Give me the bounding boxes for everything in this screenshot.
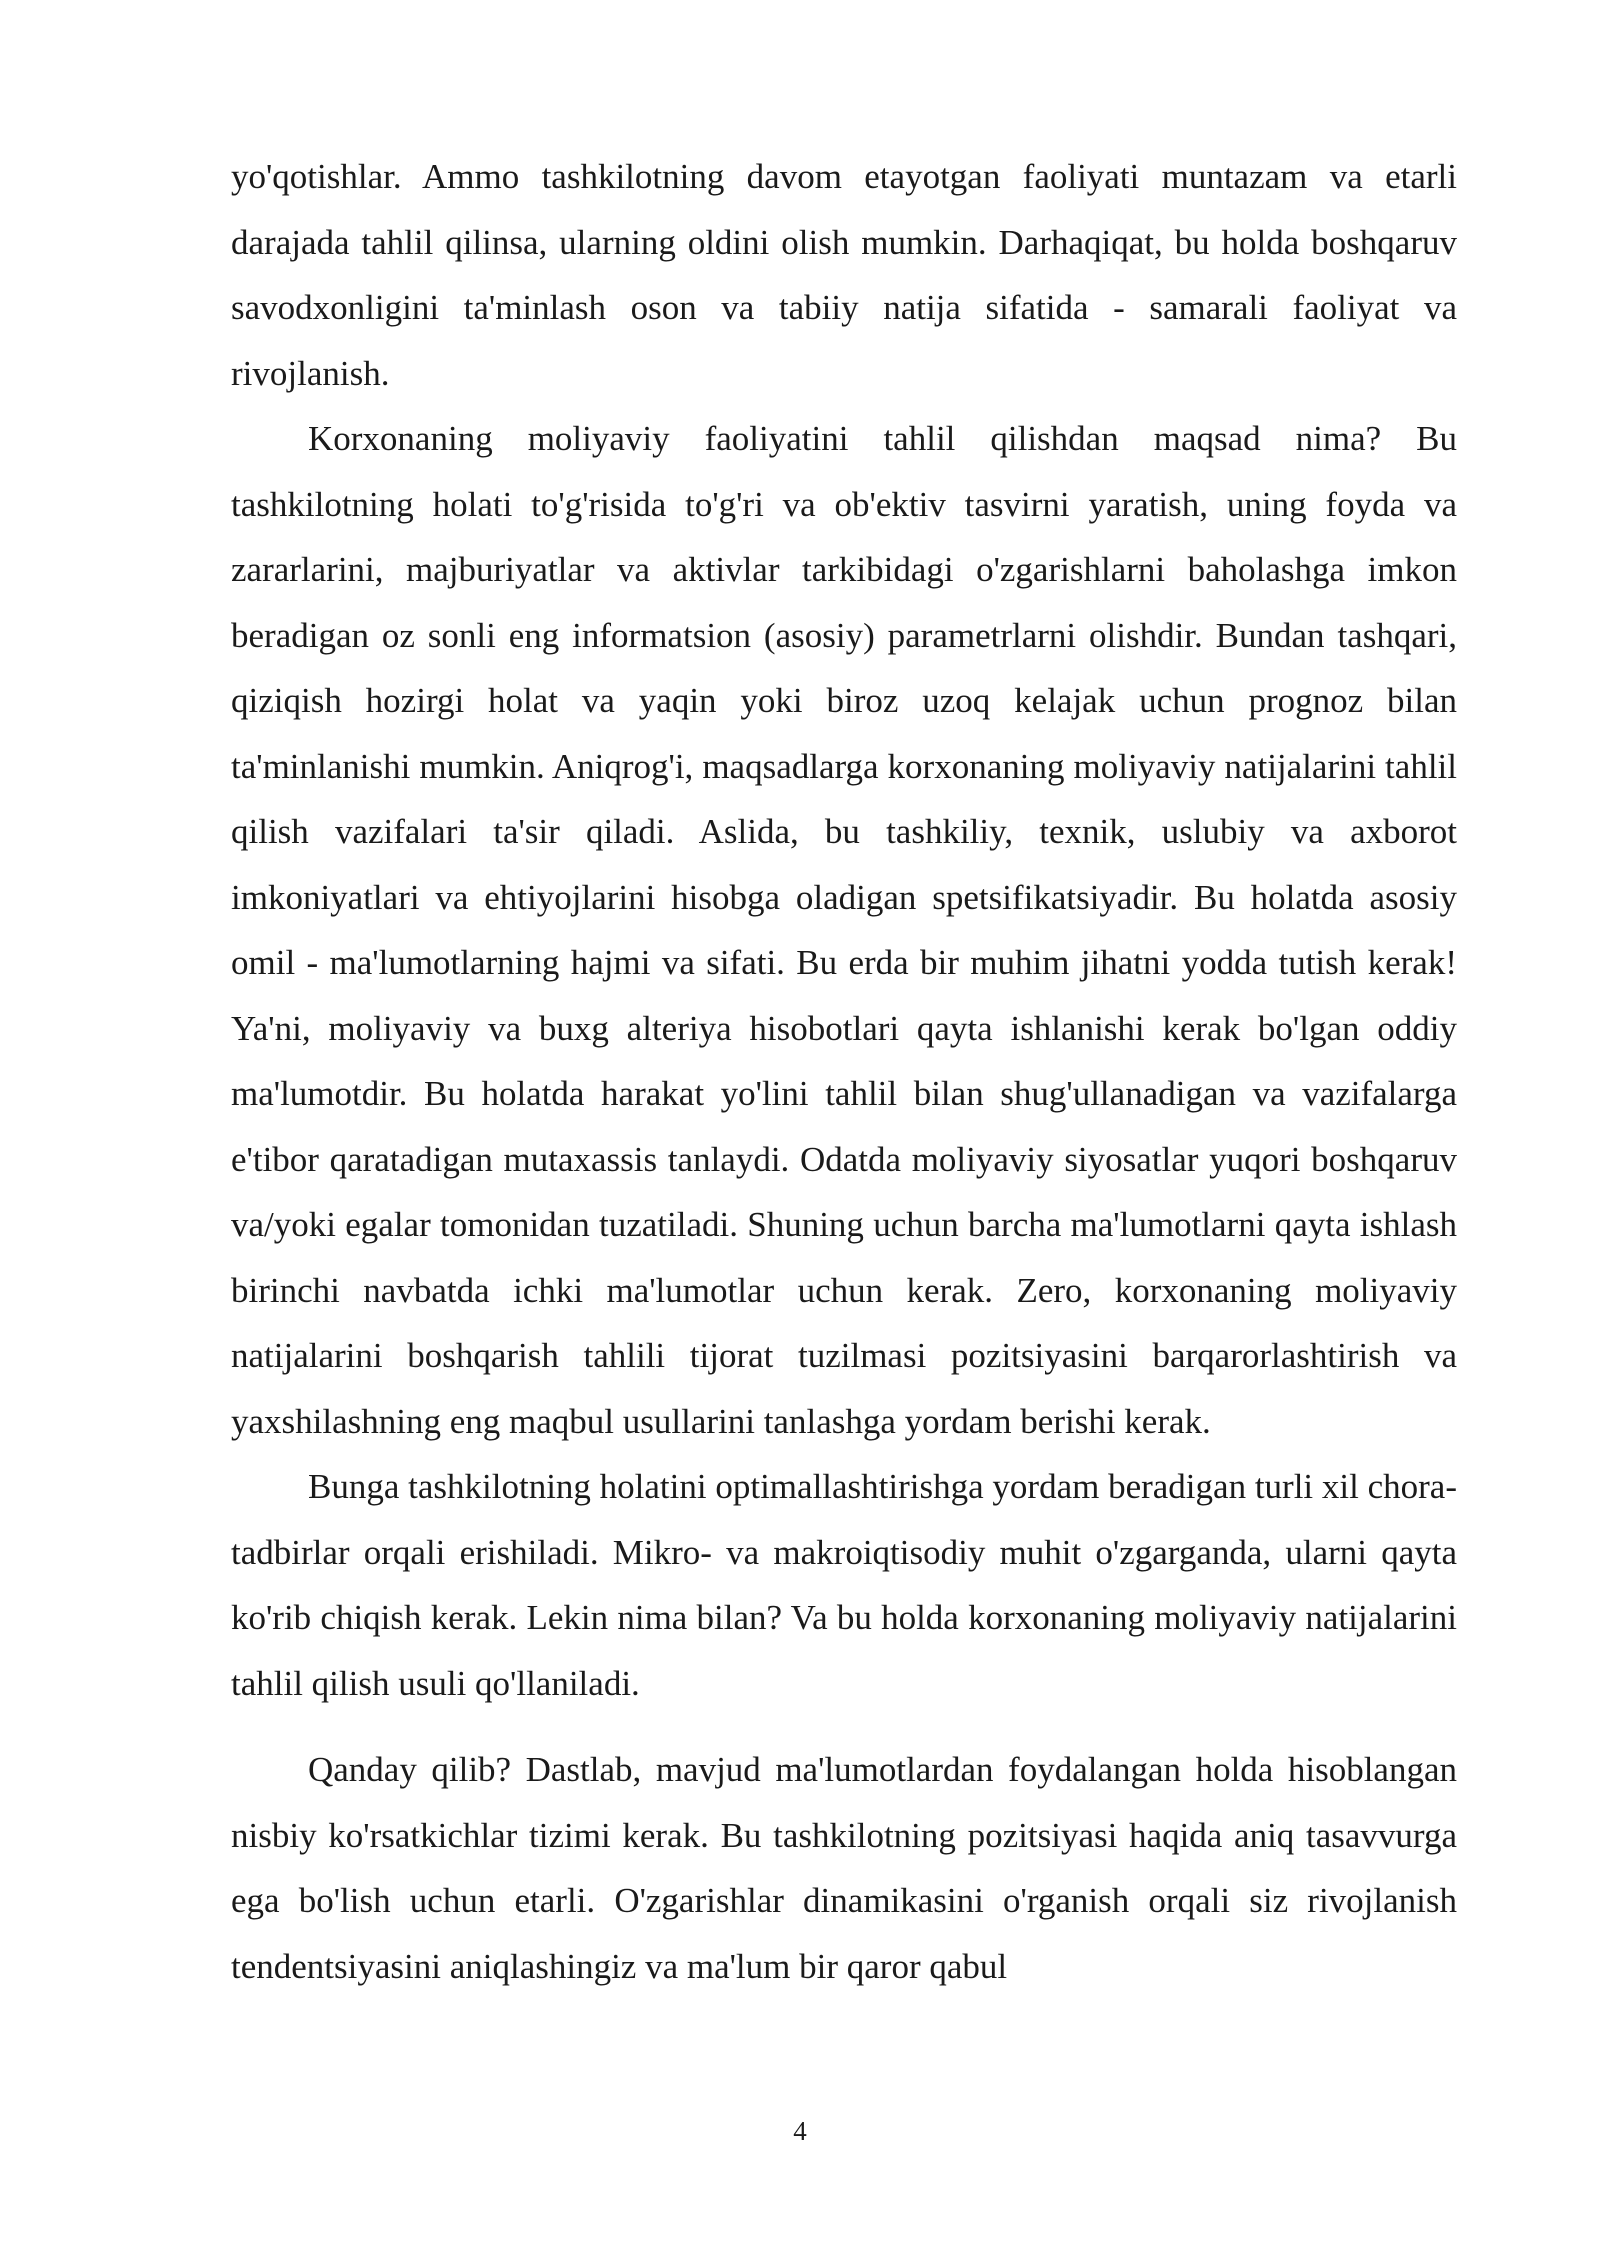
paragraph-4: Qanday qilib? Dastlab, mavjud ma'lumotlardan foydalangan holda hisoblangan nisbiy ko'rsatkichlar tizimi kerak. Bu tashkilotning pozitsiyasi haqida aniq tasavvurga ega bo'lish uchun etarli. O'zgarishlar dinamikasini o'rganish orqali siz rivojlanish tendentsiyasini aniqlashingiz va ma'lum bir qaror qabul — [231, 1750, 1457, 1986]
body-text — [231, 144, 1457, 1999]
paragraph-2: Korxonaning moliyaviy faoliyatini tahlil qilishdan maqsad nima? Bu tashkilotning holati to'g'risida to'g'ri va ob'ektiv tasvirni yaratish, uning foyda va zararlarini, majburiyatlar va aktivlar tarkibidagi o'zgarishlarni baholashga imkon beradigan oz sonli eng informatsion (asosiy) parametrlarni olishdir. Bundan tashqari, qiziqish hozirgi holat va yaqin yoki biroz uzoq kelajak uchun prognoz bilan ta'minlanishi mumkin. Aniqrog'i, maqsadlarga korxonaning moliyaviy natijalarini tahlil qilish vazifalari ta'sir qiladi. Aslida, bu tashkiliy, texnik, uslubiy va axborot imkoniyatlari va ehtiyojlarini hisobga oladigan spetsifikatsiyadir. Bu holatda asosiy omil - ma'lumotlarning hajmi va sifati. Bu erda bir muhim jihatni yodda tutish kerak! Ya'ni, moliyaviy va buxg alteriya hisobotlari qayta ishlanishi kerak bo'lgan oddiy ma'lumotdir. Bu holatda harakat yo'lini tahlil bilan shug'ullanadigan va vazifalarga e'tibor qaratadigan mutaxassis tanlaydi. Odatda moliyaviy siyosatlar yuqori boshqaruv va/yoki egalar tomonidan tuzatiladi. Shuning uchun barcha ma'lumotlarni qayta ishlash birinchi navbatda ichki ma'lumotlar uchun kerak. Zero, korxonaning moliyaviy natijalarini boshqarish tahlili tijorat tuzilmasi pozitsiyasini barqarorlashtirish va yaxshilashning eng maqbul usullarini tanlashga yordam berishi kerak. — [231, 419, 1457, 1441]
page-number: 4 — [793, 2116, 807, 2146]
paragraph-3: Bunga tashkilotning holatini optimallashtirishga yordam beradigan turli xil chora-tadbirlar orqali erishiladi. Mikro- va makroiqtisodiy muhit o'zgarganda, ularni qayta ko'rib chiqish kerak. Lekin nima bilan? Va bu holda korxonaning moliyaviy natijalarini tahlil qilish usuli qo'llaniladi. — [231, 1467, 1457, 1703]
paragraph-gap — [231, 1716, 1457, 1737]
paragraph-1: yo'qotishlar. Ammo tashkilotning davom etayotgan faoliyati muntazam va etarli darajada tahlil qilinsa, ularning oldini olish mumkin. Darhaqiqat, bu holda boshqaruv savodxonligini ta'minlash oson va tabiiy natija sifatida - samarali faoliyat va rivojlanish. — [231, 157, 1457, 393]
